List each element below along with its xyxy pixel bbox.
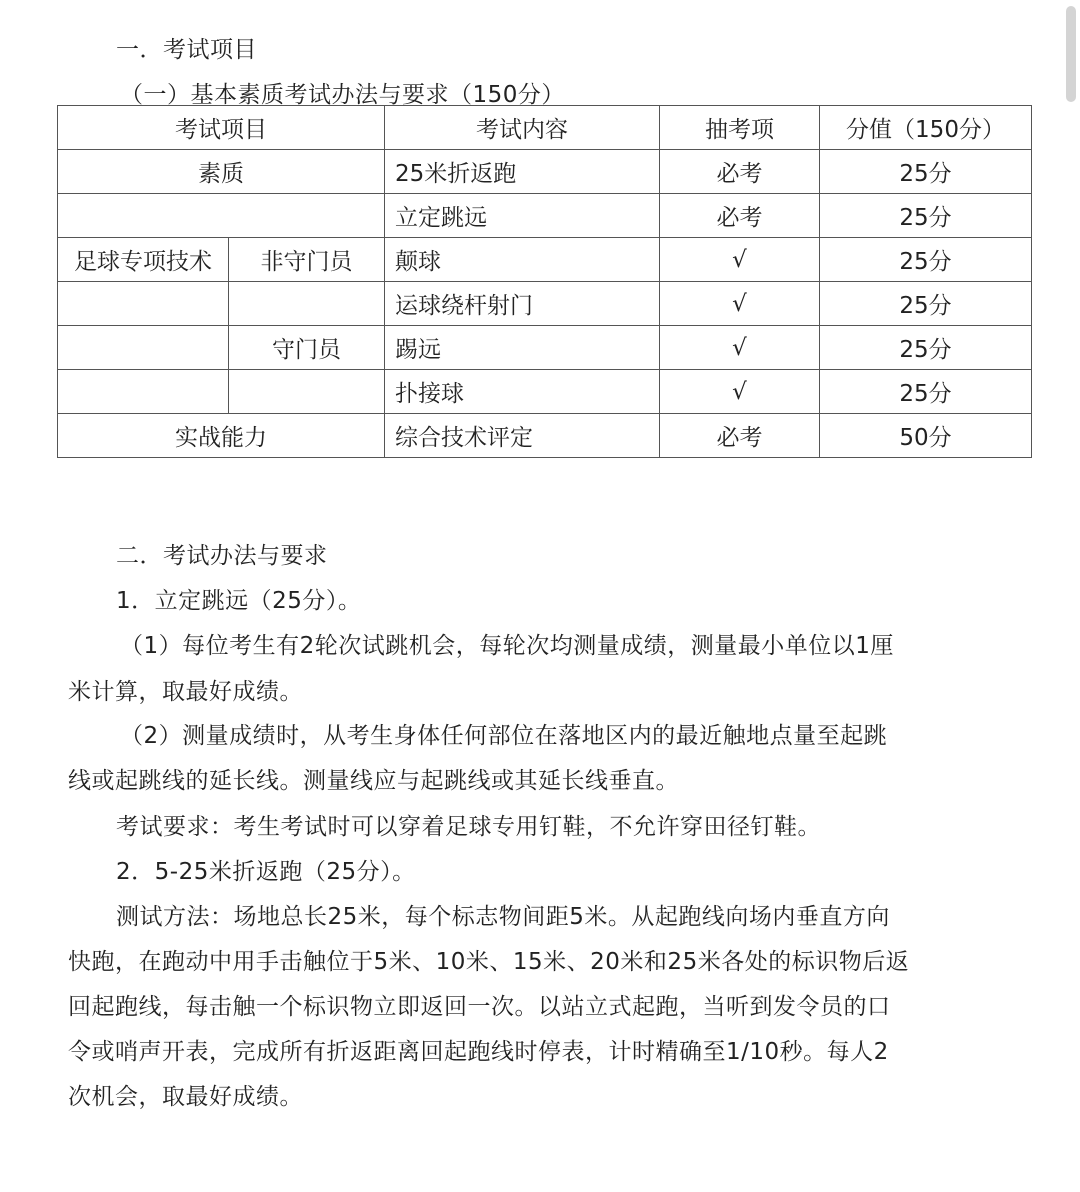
table-row bbox=[58, 238, 1032, 282]
paragraph-line: 测试方法：场地总长25米，每个标志物间距5米。从起跑线向场内垂直方向 bbox=[116, 904, 890, 930]
draw-cell: 必考 bbox=[660, 414, 820, 458]
draw-cell: √ bbox=[660, 326, 820, 370]
subcategory-cell bbox=[229, 370, 385, 414]
header-cell: 考试项目 bbox=[58, 106, 385, 150]
header-cell: 分值（150分） bbox=[820, 106, 1032, 150]
score-cell: 25分 bbox=[820, 326, 1032, 370]
category-cell bbox=[58, 370, 229, 414]
content-cell: 扑接球 bbox=[385, 370, 660, 414]
exam-requirement: 考试要求：考生考试时可以穿着足球专用钉鞋，不允许穿田径钉鞋。 bbox=[116, 814, 821, 840]
paragraph-line: （2）测量成绩时，从考生身体任何部位在落地区内的最近触地点量至起跳 bbox=[120, 723, 888, 749]
score-cell: 25分 bbox=[820, 370, 1032, 414]
subcategory-cell: 非守门员 bbox=[229, 238, 385, 282]
score-cell: 25分 bbox=[820, 194, 1032, 238]
table-row bbox=[58, 370, 1032, 414]
table-row bbox=[58, 282, 1032, 326]
table-row bbox=[58, 150, 1032, 194]
table-row bbox=[58, 194, 1032, 238]
paragraph-line: 令或哨声开表，完成所有折返距离回起跑线时停表，计时精确至1/10秒。每人2 bbox=[68, 1039, 889, 1065]
subcategory-cell bbox=[229, 282, 385, 326]
table-header-row bbox=[58, 106, 1032, 150]
section2-heading: 二．考试办法与要求 bbox=[116, 543, 328, 569]
category-cell bbox=[58, 194, 385, 238]
draw-cell: 必考 bbox=[660, 194, 820, 238]
paragraph-line: （1）每位考生有2轮次试跳机会，每轮次均测量成绩，测量最小单位以1厘 bbox=[120, 633, 894, 659]
category-cell bbox=[58, 326, 229, 370]
content-cell: 运球绕杆射门 bbox=[385, 282, 660, 326]
paragraph-line: 回起跑线，每击触一个标识物立即返回一次。以站立式起跑，当听到发令员的口 bbox=[68, 994, 891, 1020]
section1-subheading: （一）基本素质考试办法与要求（150分） bbox=[120, 82, 565, 108]
draw-cell: √ bbox=[660, 282, 820, 326]
table-row bbox=[58, 414, 1032, 458]
section1-heading: 一．考试项目 bbox=[116, 37, 257, 63]
paragraph-line: 次机会，取最好成绩。 bbox=[68, 1084, 303, 1110]
paragraph-line: 快跑，在跑动中用手击触位于5米、10米、15米、20米和25米各处的标识物后返 bbox=[68, 949, 910, 975]
content-cell: 立定跳远 bbox=[385, 194, 660, 238]
score-cell: 50分 bbox=[820, 414, 1032, 458]
category-cell bbox=[58, 282, 229, 326]
table-row bbox=[58, 326, 1032, 370]
scrollbar[interactable] bbox=[1066, 6, 1076, 102]
score-cell: 25分 bbox=[820, 238, 1032, 282]
item1-title: 1．立定跳远（25分）。 bbox=[116, 588, 362, 614]
content-cell: 25米折返跑 bbox=[385, 150, 660, 194]
header-cell: 考试内容 bbox=[385, 106, 660, 150]
exam-items-table bbox=[57, 105, 1032, 458]
content-cell: 颠球 bbox=[385, 238, 660, 282]
paragraph-line: 米计算，取最好成绩。 bbox=[68, 679, 303, 705]
paragraph-line: 线或起跳线的延长线。测量线应与起跳线或其延长线垂直。 bbox=[68, 768, 679, 794]
category-cell: 素质 bbox=[58, 150, 385, 194]
item2-title: 2．5-25米折返跑（25分）。 bbox=[116, 859, 416, 885]
subcategory-cell: 守门员 bbox=[229, 326, 385, 370]
draw-cell: 必考 bbox=[660, 150, 820, 194]
draw-cell: √ bbox=[660, 370, 820, 414]
score-cell: 25分 bbox=[820, 150, 1032, 194]
category-cell: 实战能力 bbox=[58, 414, 385, 458]
category-cell: 足球专项技术 bbox=[58, 238, 229, 282]
header-cell: 抽考项 bbox=[660, 106, 820, 150]
content-cell: 踢远 bbox=[385, 326, 660, 370]
draw-cell: √ bbox=[660, 238, 820, 282]
score-cell: 25分 bbox=[820, 282, 1032, 326]
content-cell: 综合技术评定 bbox=[385, 414, 660, 458]
